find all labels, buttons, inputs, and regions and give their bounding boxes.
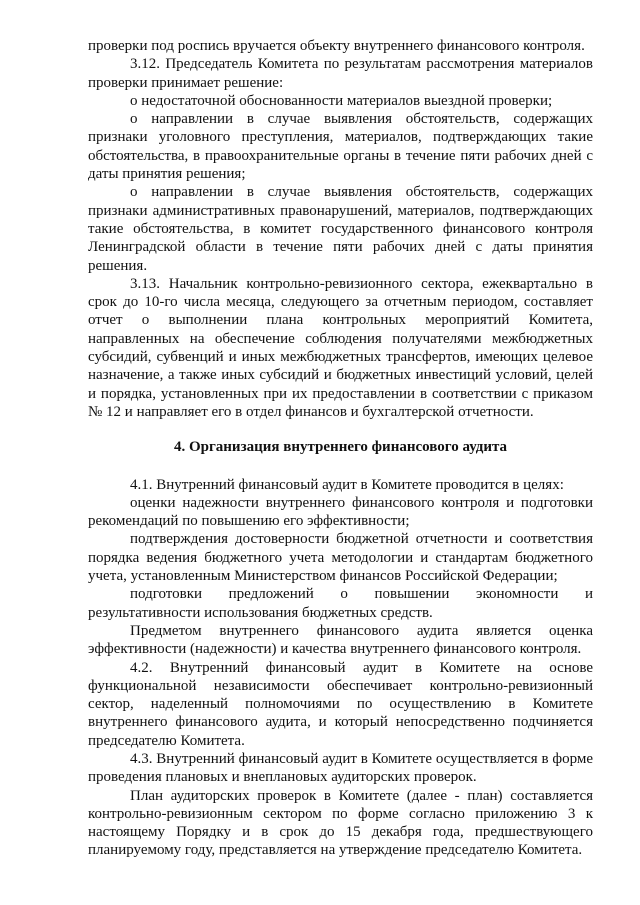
- paragraph-audit-plan: План аудиторских проверок в Комитете (далее - план) составляется контрольно-ревизионным сектором по форме согласно приложению 3 к настоящему Порядку и в срок до 15 декабря года, предшествующего планируемому году, представляется на утверждение председателю Комитета.: [88, 787, 593, 859]
- paragraph-4-2: 4.2. Внутренний финансовый аудит в Комитете на основе функциональной независимости обеспечивает контрольно-ревизионный сектор, наделенный полномочиями по осуществлению в Комитете внутреннего финансового аудита, и который непосредственно подчиняется председателю Комитета.: [88, 659, 593, 749]
- section-heading: 4. Организация внутреннего финансового аудита: [173, 439, 508, 456]
- paragraph-audit-subject: Предметом внутреннего финансового аудита является оценка эффективности (надежности) и качества внутреннего финансового контроля.: [88, 622, 593, 658]
- paragraph-4-3: 4.3. Внутренний финансовый аудит в Комитете осуществляется в форме проведения плановых и внеплановых аудиторских проверок.: [88, 750, 593, 786]
- paragraph-3-13: 3.13. Начальник контрольно-ревизионного сектора, ежеквартально в срок до 10-го числа месяца, следующего за отчетным периодом, составляет отчет о выполнении плана контрольных мероприятий Комитета, направленных на обеспечение соблюдения получателями межбюджетных субсидий, субвенций и иных межбюджетных трансфертов, имеющих целевое назначение, а также иных субсидий и бюджетных инвестиций условий, целей и порядка, установленных при их предоставлении в соответствии с приказом № 12 и направляет его в отдел финансов и бухгалтерской отчетности.: [88, 275, 593, 420]
- document-body: [88, 37, 593, 860]
- goal-item-reliability: оценки надежности внутреннего финансового контроля и подготовки рекомендаций по повышению его эффективности;: [88, 494, 593, 530]
- decision-item-insufficient: о недостаточной обоснованности материалов выездной проверки;: [130, 92, 553, 109]
- decision-item-criminal: о направлении в случае выявления обстоятельств, содержащих признаки уголовного преступления, материалов, подтверждающих такие обстоятельства, в правоохранительные органы в течение пяти рабочих дней с даты принятия решения;: [88, 111, 593, 183]
- decision-item-administrative: о направлении в случае выявления обстоятельств, содержащих признаки административных правонарушений, материалов, подтверждающих такие обстоятельства, в комитет государственного финансового контроля Ленинградской области в течение пяти рабочих дней с даты принятия решения.: [88, 184, 593, 274]
- goal-item-proposals: подготовки предложений о повышении экономности и результативности использования бюджетных средств.: [88, 586, 593, 621]
- goal-item-reporting: подтверждения достоверности бюджетной отчетности и соответствия порядка ведения бюджетного учета методологии и стандартам бюджетного учета, установленным Министерством финансов Российской Федерации;: [88, 531, 593, 585]
- paragraph-4-1: 4.1. Внутренний финансовый аудит в Комитете проводится в целях:: [130, 476, 564, 493]
- paragraph-3-12: 3.12. Председатель Комитета по результатам рассмотрения материалов проверки принимает решение:: [88, 56, 593, 91]
- paragraph-continuation: проверки под роспись вручается объекту внутреннего финансового контроля.: [88, 38, 585, 54]
